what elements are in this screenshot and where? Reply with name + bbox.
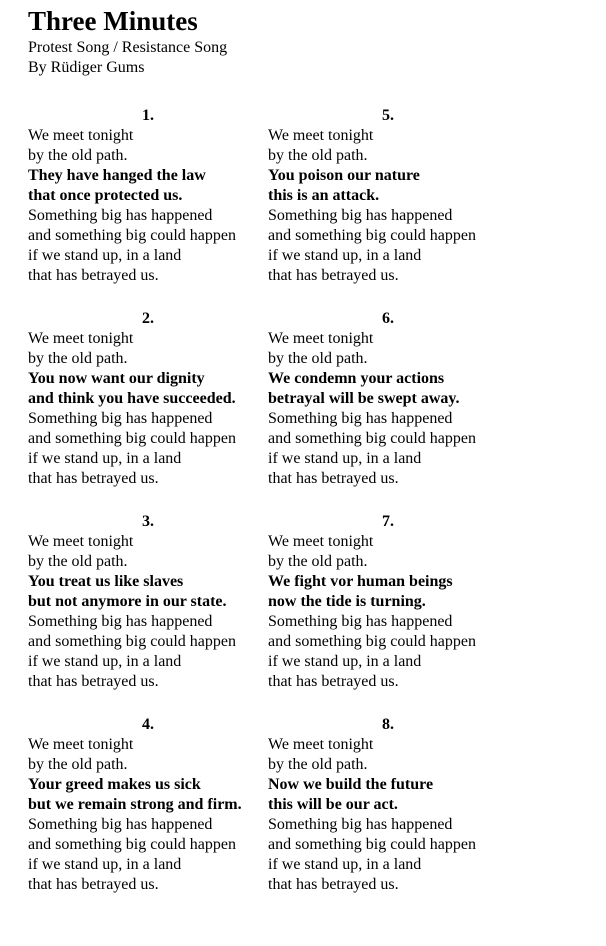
verse-line: We meet tonight	[268, 330, 374, 347]
verse-line: if we stand up, in a land	[28, 653, 182, 670]
verse-line: if we stand up, in a land	[268, 247, 422, 264]
verse-line-emphasis: They have hanged the law	[28, 167, 206, 184]
verse-line-emphasis: that once protected us.	[28, 187, 183, 204]
verse-line: and something big could happen	[268, 227, 476, 244]
verse-6	[268, 309, 508, 489]
column-left	[28, 106, 268, 918]
verse-line: We meet tonight	[28, 330, 134, 347]
verse-1	[28, 106, 268, 286]
verse-line-emphasis: You now want our dignity	[28, 370, 205, 387]
verse-line: and something big could happen	[268, 430, 476, 447]
verse-line: that has betrayed us.	[28, 876, 159, 893]
verse-line: Something big has happened	[268, 816, 453, 833]
author-byline: By Rüdiger Gums	[28, 59, 145, 76]
verse-line: that has betrayed us.	[268, 876, 399, 893]
verse-line: by the old path.	[268, 553, 368, 570]
verse-2	[28, 309, 268, 489]
verse-line: by the old path.	[268, 350, 368, 367]
verse-line-emphasis: We fight vor human beings	[268, 573, 453, 590]
verse-line: Something big has happened	[268, 207, 453, 224]
verse-line: by the old path.	[268, 147, 368, 164]
verse-line-emphasis: now the tide is turning.	[268, 593, 426, 610]
verse-line: by the old path.	[268, 756, 368, 773]
verse-line-emphasis: Now we build the future	[268, 776, 434, 793]
verse-line-emphasis: You poison our nature	[268, 167, 420, 184]
verse-number: 8.	[382, 716, 394, 733]
verse-5	[268, 106, 508, 286]
verse-line: by the old path.	[28, 350, 128, 367]
verse-4	[28, 715, 268, 895]
verse-line: by the old path.	[28, 756, 128, 773]
verse-line: We meet tonight	[268, 736, 374, 753]
verse-7	[268, 512, 508, 692]
verse-line: Something big has happened	[28, 613, 213, 630]
verse-line: and something big could happen	[28, 227, 236, 244]
column-right	[268, 106, 508, 918]
verse-line: We meet tonight	[268, 533, 374, 550]
verse-line: Something big has happened	[28, 207, 213, 224]
verse-line-emphasis: but not anymore in our state.	[28, 593, 227, 610]
verse-line-emphasis: this is an attack.	[268, 187, 380, 204]
verse-line: and something big could happen	[28, 633, 236, 650]
verse-line: Something big has happened	[268, 410, 453, 427]
verse-line-emphasis: We condemn your actions	[268, 370, 445, 387]
verse-line: by the old path.	[28, 147, 128, 164]
verse-line: by the old path.	[28, 553, 128, 570]
lyrics-columns	[28, 106, 606, 918]
verse-line: Something big has happened	[28, 410, 213, 427]
verse-line: that has betrayed us.	[268, 673, 399, 690]
verse-line: and something big could happen	[268, 633, 476, 650]
verse-line: if we stand up, in a land	[268, 856, 422, 873]
verse-line: We meet tonight	[28, 736, 134, 753]
verse-line: that has betrayed us.	[28, 673, 159, 690]
verse-number: 7.	[382, 513, 394, 530]
verse-line: and something big could happen	[268, 836, 476, 853]
verse-line: We meet tonight	[28, 533, 134, 550]
verse-3	[28, 512, 268, 692]
verse-line: and something big could happen	[28, 836, 236, 853]
verse-line: that has betrayed us.	[28, 470, 159, 487]
verse-line-emphasis: Your greed makes us sick	[28, 776, 201, 793]
verse-line-emphasis: betrayal will be swept away.	[268, 390, 460, 407]
verse-number: 2.	[142, 310, 154, 327]
verse-number: 1.	[142, 107, 154, 124]
verse-line: that has betrayed us.	[268, 267, 399, 284]
verse-line: if we stand up, in a land	[28, 247, 182, 264]
verse-line: Something big has happened	[268, 613, 453, 630]
verse-line: if we stand up, in a land	[268, 450, 422, 467]
verse-line: if we stand up, in a land	[28, 450, 182, 467]
verse-number: 3.	[142, 513, 154, 530]
verse-line: that has betrayed us.	[268, 470, 399, 487]
verse-line: if we stand up, in a land	[28, 856, 182, 873]
page-title: Three Minutes	[28, 6, 198, 36]
verse-line: that has betrayed us.	[28, 267, 159, 284]
verse-line-emphasis: You treat us like slaves	[28, 573, 184, 590]
verse-line-emphasis: and think you have succeeded.	[28, 390, 236, 407]
verse-line: We meet tonight	[268, 127, 374, 144]
verse-line-emphasis: this will be our act.	[268, 796, 398, 813]
song-genre-subtitle: Protest Song / Resistance Song	[28, 39, 228, 56]
verse-number: 5.	[382, 107, 394, 124]
verse-8	[268, 715, 508, 895]
verse-line: We meet tonight	[28, 127, 134, 144]
verse-number: 4.	[142, 716, 154, 733]
verse-line-emphasis: but we remain strong and firm.	[28, 796, 242, 813]
verse-number: 6.	[382, 310, 394, 327]
verse-line: and something big could happen	[28, 430, 236, 447]
verse-line: Something big has happened	[28, 816, 213, 833]
verse-line: if we stand up, in a land	[268, 653, 422, 670]
